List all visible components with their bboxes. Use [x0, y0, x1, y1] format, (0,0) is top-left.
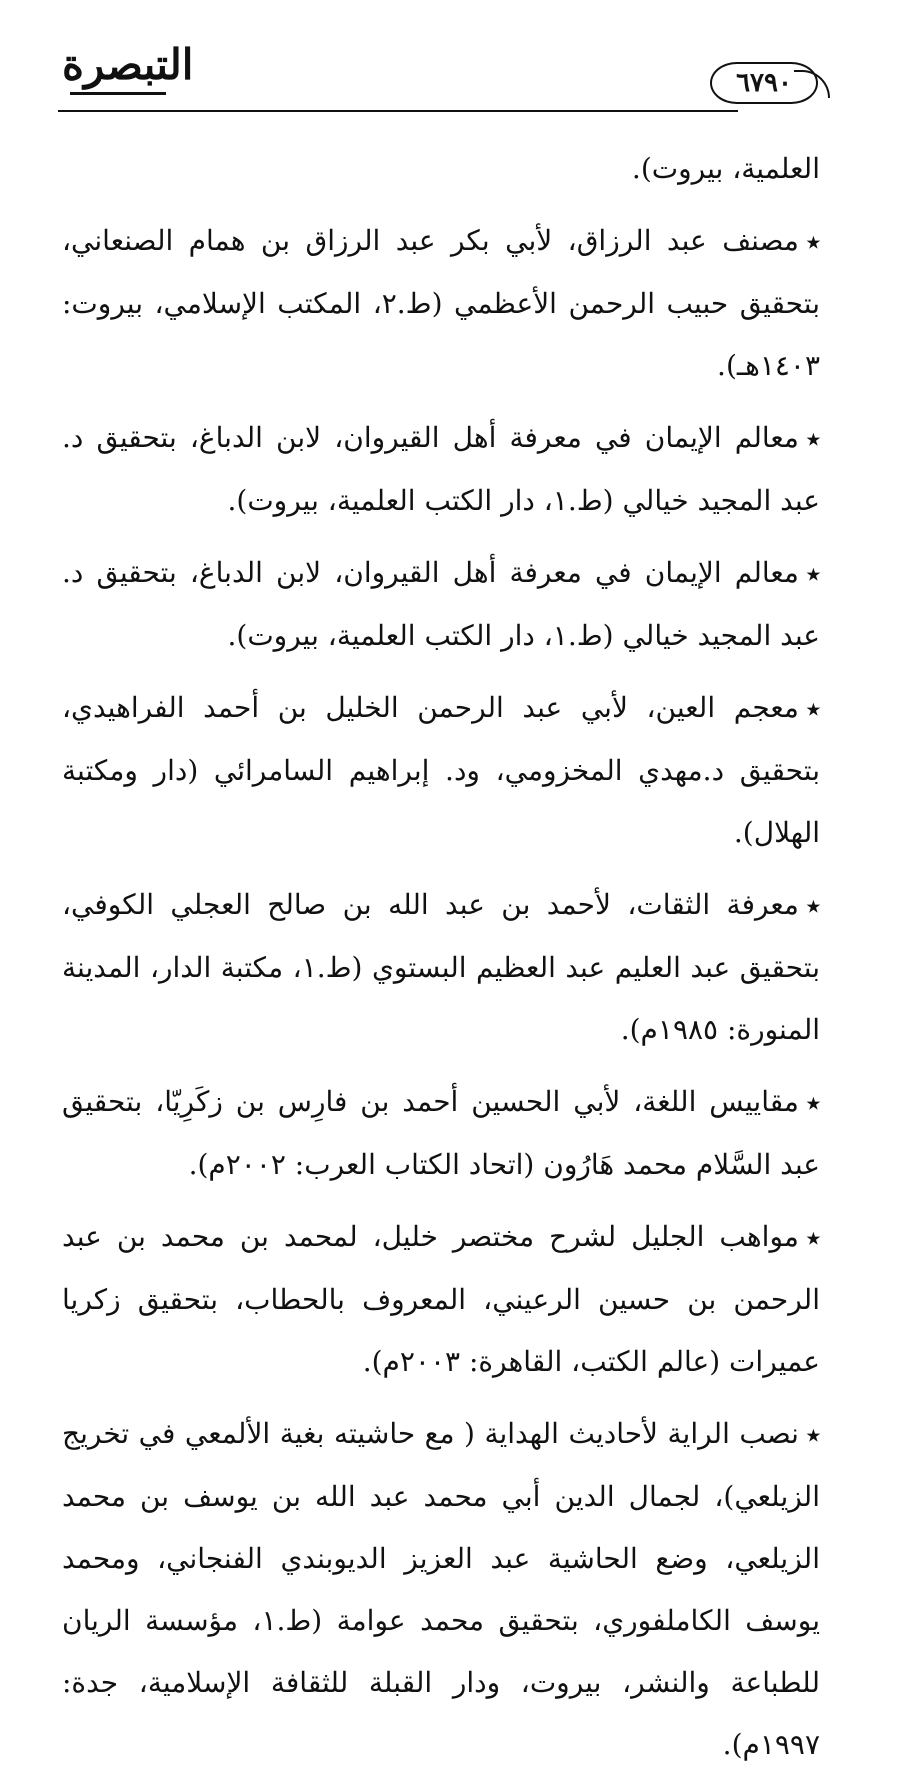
asterisk-icon: ٭ [806, 1088, 820, 1117]
header-rule [58, 110, 738, 112]
asterisk-icon: ٭ [806, 559, 820, 588]
asterisk-icon: ٭ [806, 424, 820, 453]
bibliography-list [62, 138, 820, 1786]
continuation-text: العلمية، بيروت). [631, 152, 820, 185]
bibliography-entry [62, 874, 820, 1061]
book-title: التبصرة [62, 40, 194, 89]
title-underline [70, 92, 166, 95]
entry-text: معالم الإيمان في معرفة أهل القيروان، لابن الدباغ، بتحقيق د. عبد المجيد خيالي (ط.١، دار الكتب العلمية، بيروت). [62, 421, 820, 517]
entry-text: معرفة الثقات، لأحمد بن عبد الله بن صالح العجلي الكوفي، بتحقيق عبد العليم عبد العظيم البستوي (ط.١، مكتبة الدار، المدينة المنورة: ١٩٨٥م). [62, 888, 820, 1046]
asterisk-icon: ٭ [806, 1223, 820, 1252]
entry-text: مقاييس اللغة، لأبي الحسين أحمد بن فارِس بن زكَرِيّا، بتحقيق عبد السَّلام محمد هَارُون (اتحاد الكتاب العرب: ٢٠٠٢م). [62, 1085, 820, 1181]
asterisk-icon: ٭ [806, 891, 820, 920]
entry-text: معالم الإيمان في معرفة أهل القيروان، لابن الدباغ، بتحقيق د. عبد المجيد خيالي (ط.١، دار الكتب العلمية، بيروت). [62, 556, 820, 652]
asterisk-icon: ٭ [806, 1420, 820, 1449]
page-number: ٦٧٩٠ [710, 62, 818, 104]
entry-text: مصنف عبد الرزاق، لأبي بكر عبد الرزاق بن همام الصنعاني، بتحقيق حبيب الرحمن الأعظمي (ط.٢، المكتب الإسلامي، بيروت: ١٤٠٣هـ). [62, 224, 820, 382]
entry-text: نصب الراية لأحاديث الهداية ( مع حاشيته بغية الألمعي في تخريج الزيلعي)، لجمال الدين أبي محمد عبد الله بن يوسف بن محمد الزيلعي، وضع الحاشية عبد العزيز الديوبندي الفنجاني، ومحمد يوسف الكاملفوري، بتحقيق محمد عوامة (ط.١، مؤسسة الريان للطباعة والنشر، بيروت، ودار القبلة للثقافة الإسلامية، جدة: ١٩٩٧م). [62, 1417, 820, 1761]
asterisk-icon: ٭ [806, 694, 820, 723]
bibliography-entry [62, 1403, 820, 1776]
bibliography-entry [62, 542, 820, 667]
page-header [58, 40, 848, 120]
bibliography-entry [62, 677, 820, 864]
bibliography-entry [62, 1206, 820, 1393]
bibliography-entry [62, 1071, 820, 1196]
bibliography-entry [62, 210, 820, 397]
entry-text: معجم العين، لأبي عبد الرحمن الخليل بن أحمد الفراهيدي، بتحقيق د.مهدي المخزومي، ود. إبراهيم السامرائي (دار ومكتبة الهلال). [62, 691, 820, 849]
bibliography-entry [62, 407, 820, 532]
asterisk-icon: ٭ [806, 227, 820, 256]
entry-text: مواهب الجليل لشرح مختصر خليل، لمحمد بن محمد بن عبد الرحمن بن حسين الرعيني، المعروف بالحطاب، بتحقيق زكريا عميرات (عالم الكتب، القاهرة: ٢٠٠٣م). [62, 1220, 820, 1378]
